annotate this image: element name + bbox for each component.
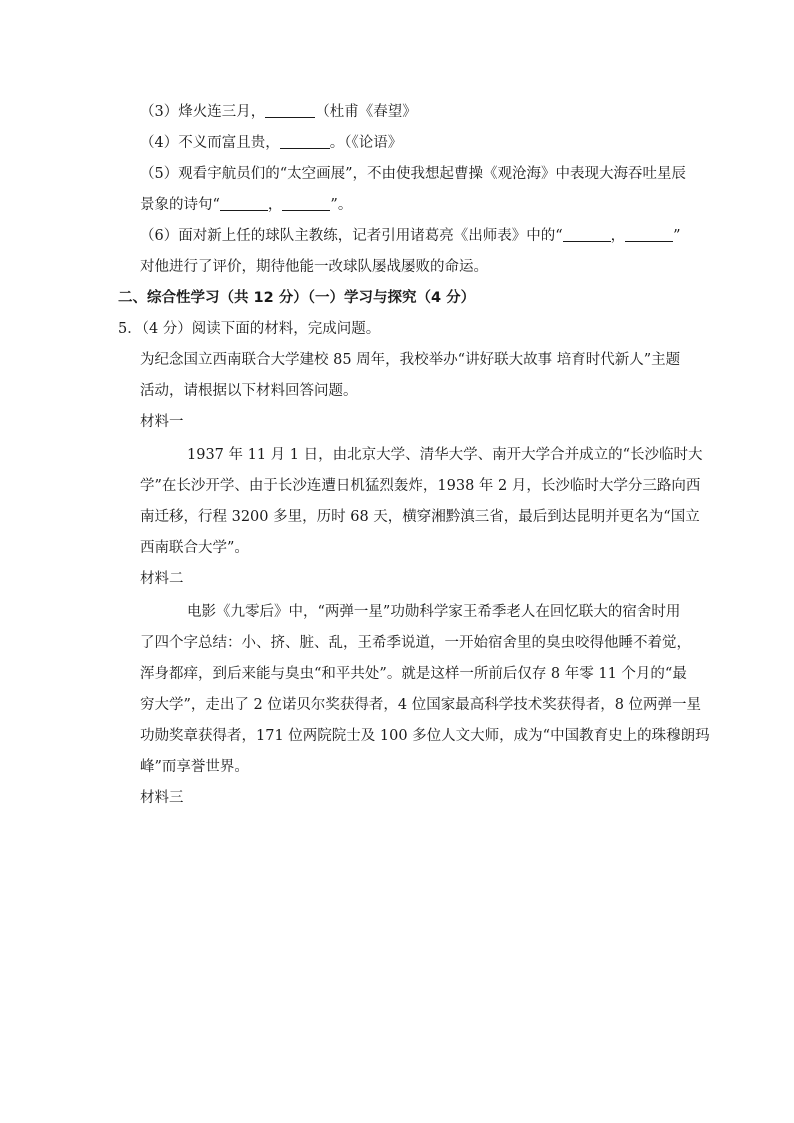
item-number: （3） bbox=[140, 104, 179, 120]
section-heading: 二、综合性学习（共 12 分）（一）学习与探究（4 分） bbox=[118, 290, 476, 306]
item-number: （5） bbox=[140, 166, 179, 182]
item-text: ， bbox=[267, 197, 283, 213]
material-line: 学”在长沙开学、由于长沙连遭日机猛烈轰炸，1938 年 2 月，长沙临时大学分三路向西 bbox=[140, 478, 701, 494]
poem-item-5-line2 bbox=[140, 195, 352, 215]
material-title: 材料三 bbox=[140, 790, 184, 806]
question-intro-line1: 为纪念国立西南联合大学建校 85 周年，我校举办“讲好联大故事 培育时代新人”主题 bbox=[140, 352, 681, 368]
material-title: 材料二 bbox=[140, 571, 184, 587]
item-text: ”。 bbox=[330, 197, 353, 213]
material-line: 1937 年 11 月 1 日，由北京大学、清华大学、南开大学合并成立的“长沙临时大 bbox=[187, 447, 703, 463]
material-line: 功勋奖章获得者，171 位两院院士及 100 多位人文大师，成为“中国教育史上的珠穆朗玛 bbox=[140, 728, 710, 744]
item-number: （6） bbox=[140, 228, 179, 244]
poem-item-6-line2 bbox=[140, 257, 488, 277]
item-text: 。（《论语》 bbox=[329, 135, 403, 151]
item-text: 对他进行了评价，期待他能一改球队屡战屡败的命运。 bbox=[140, 259, 488, 275]
answer-blank[interactable] bbox=[265, 103, 315, 118]
item-text: 观看宇航员们的“太空画展”，不由使我想起曹操《观沧海》中表现大海吞吐星辰 bbox=[178, 166, 687, 182]
poem-item-4 bbox=[140, 133, 402, 153]
item-text: ” bbox=[673, 228, 681, 244]
item-number: （4） bbox=[140, 135, 179, 151]
question-stem: 5．（4 分）阅读下面的材料，完成问题。 bbox=[118, 321, 381, 337]
answer-blank[interactable] bbox=[282, 196, 330, 211]
question-intro-line2: 活动，请根据以下材料回答问题。 bbox=[140, 383, 358, 399]
item-text: 面对新上任的球队主教练，记者引用诸葛亮《出师表》中的“ bbox=[178, 228, 563, 244]
material-line: 了四个字总结：小、挤、脏、乱，王希季说道，一开始宿舍里的臭虫咬得他睡不着觉， bbox=[140, 635, 691, 651]
material-line: 西南联合大学”。 bbox=[140, 540, 249, 556]
answer-blank[interactable] bbox=[280, 134, 330, 149]
poem-item-5-line1 bbox=[140, 164, 686, 184]
item-text: 烽火连三月， bbox=[178, 104, 266, 120]
material-line: 峰”而享誉世界。 bbox=[140, 759, 249, 775]
poem-item-3 bbox=[140, 102, 417, 122]
material-title: 材料一 bbox=[140, 414, 184, 430]
material-line: 南迁移，行程 3200 多里，历时 68 天，横穿湘黔滇三省，最后到达昆明并更名为“国立 bbox=[140, 509, 700, 525]
item-text: 不义而富且贵， bbox=[178, 135, 280, 151]
poem-item-6-line1 bbox=[140, 226, 681, 246]
material-line: 浑身都痒，到后来能与臭虫“和平共处”。就是这样一所前后仅存 8 年零 11 个月的“最 bbox=[140, 666, 687, 682]
material-line: 穷大学”，走出了 2 位诺贝尔奖获得者，4 位国家最高科学技术奖获得者，8 位两弹一星 bbox=[140, 697, 702, 713]
item-text: 景象的诗句“ bbox=[140, 197, 220, 213]
item-text: （杜甫《春望》 bbox=[315, 104, 417, 120]
item-text: ， bbox=[610, 228, 626, 244]
answer-blank[interactable] bbox=[625, 227, 673, 242]
material-line: 电影《九零后》中，“两弹一星”功勋科学家王希季老人在回忆联大的宿舍时用 bbox=[187, 604, 681, 620]
answer-blank[interactable] bbox=[563, 227, 611, 242]
answer-blank[interactable] bbox=[220, 196, 268, 211]
